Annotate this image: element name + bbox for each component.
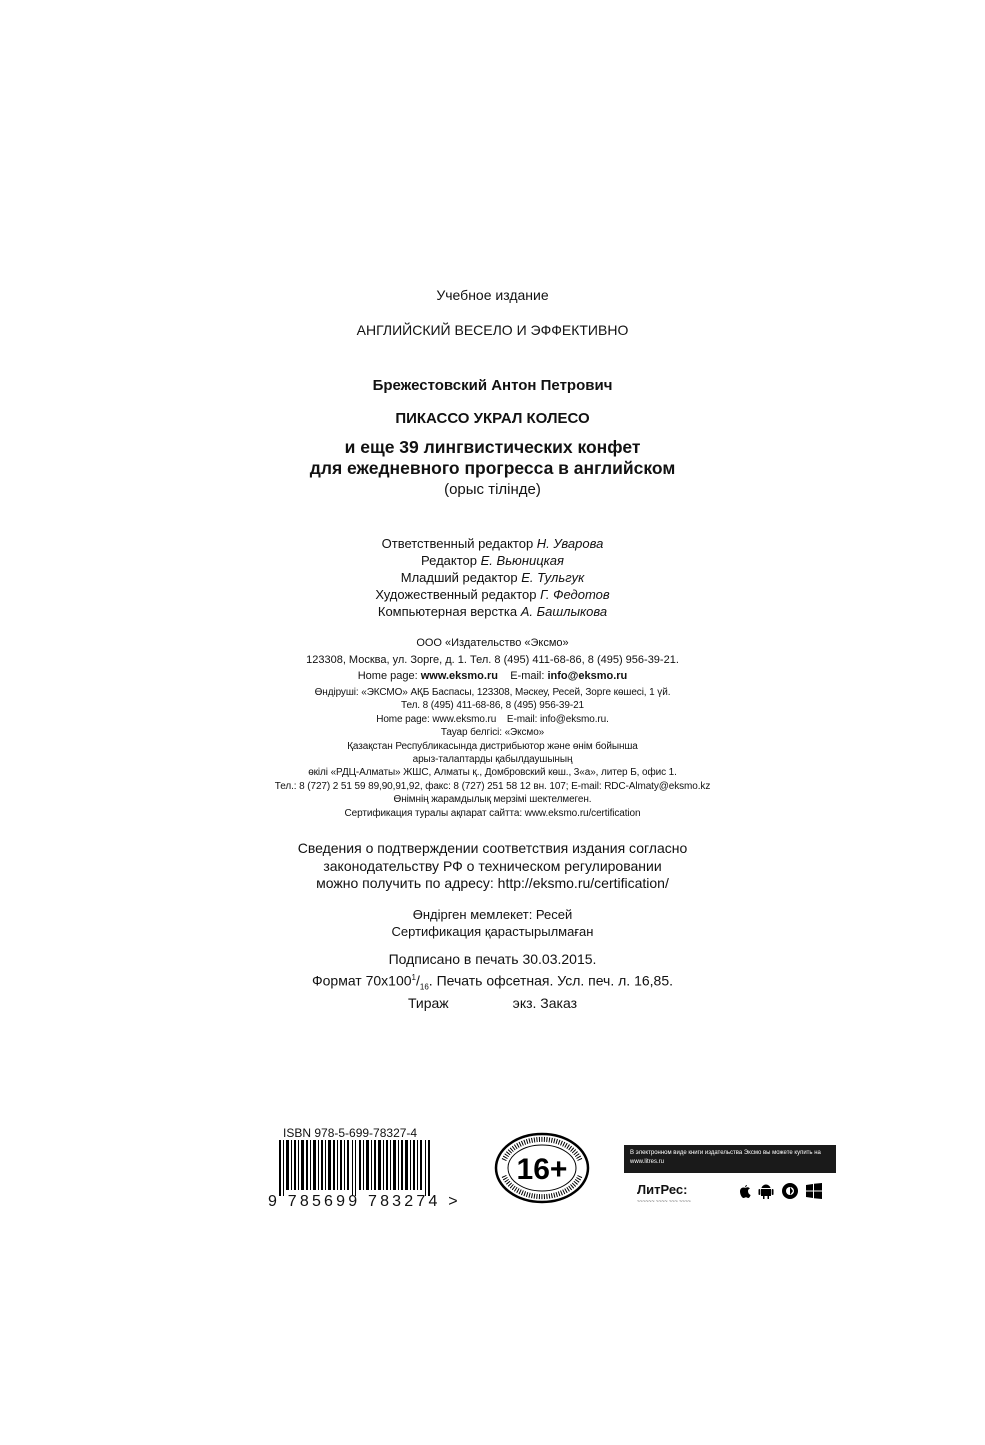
credit-role: Младший редактор (400, 570, 518, 585)
print-format: Формат $70x100^1/_{16}$. Печать офсетная. Усл. печ. л. 16,85. (311, 972, 673, 991)
print-info-block (0, 951, 985, 1013)
apple-icon (735, 1182, 753, 1200)
publisher-contacts (0, 667, 985, 684)
origin-block (0, 906, 985, 940)
litres-banner: В электронном виде книги издательства Эксмо вы можете купить на www.litres.ru (624, 1145, 836, 1173)
kazakh-line: Сертификация туралы ақпарат сайтта: www.eksmo.ru/certification (344, 807, 641, 819)
kazakh-info-block (0, 686, 985, 820)
publisher-address: 123308, Москва, ул. Зорге, д. 1. Тел. 8 (495) 411-68-86, 8 (495) 956-39-21. (306, 653, 679, 666)
credit-name: Г. Федотов (540, 587, 610, 602)
print-run (0, 995, 985, 1013)
credit-line (0, 603, 985, 620)
credit-name: Н. Уварова (536, 536, 604, 551)
kazakh-line: Тауар белгісі: «Эксмо» (440, 727, 545, 739)
credit-role: Компьютерная верстка (377, 604, 518, 619)
email-label: E-mail: (510, 670, 545, 682)
kazakh-line: Home page: www.eksmo.ru E-mail: info@eksmo.ru. (376, 713, 609, 725)
kazakh-line: Тел.: 8 (727) 2 51 59 89,90,91,92, факс: 8 (727) 251 58 12 вн. 107; E-mail: RDC-Almaty@eksmo.kz (274, 780, 711, 792)
book-subtitle-line2: для ежедневного прогресса в английском (309, 458, 676, 478)
run-label: Тираж (407, 995, 449, 1012)
kazakh-line: Тел. 8 (495) 411-68-86, 8 (495) 956-39-21 (401, 700, 584, 712)
origin-line: Сертификация қарастырылмаған (391, 924, 594, 939)
format-prefix: Формат 70x100 (311, 972, 412, 989)
origin-line: Өндірген мемлекет: Ресей (412, 907, 573, 922)
windows-icon (805, 1182, 823, 1200)
litres-logo: ЛитРес: (637, 1182, 688, 1197)
edition-type: Учебное издание (436, 287, 549, 303)
certification-line: можно получить по адресу: http://eksmo.ru/certification/ (316, 875, 669, 891)
kazakh-line: арыз-талаптарды қабылдаушының (412, 754, 573, 766)
certification-line: Сведения о подтверждении соответствия издания согласно (297, 840, 688, 856)
author-name: Брежестовский Антон Петрович (372, 377, 613, 394)
publisher-block (0, 637, 985, 684)
barcode-digits: 9 785699 783274 > (268, 1193, 461, 1210)
kazakh-line: өкілі «РДЦ-Алматы» ЖШС, Алматы қ., Домбровский көш., 3«а», литер Б, офис 1. (308, 767, 677, 779)
kazakh-line: Өндіруші: «ЭКСМО» АҚБ Баспасы, 123308, Мәскеу, Ресей, Зорге көшесі, 1 үй. (314, 687, 671, 698)
book-subtitle-line1: и еще 39 лингвистических конфет (344, 437, 641, 457)
isbn-barcode (279, 1140, 439, 1196)
homepage-label: Home page: (357, 670, 418, 682)
credit-line (0, 552, 985, 569)
credit-line (0, 535, 985, 552)
litres-tagline: ~~~~~~ ~~~~ ~~~ ~~~~ (637, 1199, 691, 1205)
format-denominator: 16 (419, 981, 429, 991)
credit-line (0, 586, 985, 603)
credit-role: Художественный редактор (375, 587, 537, 602)
credit-role: Редактор (421, 553, 478, 568)
kazakh-line: Өнімнің жарамдылық мерзімі шектелмеген. (393, 794, 592, 806)
credit-role: Ответственный редактор (381, 536, 534, 551)
certification-block (0, 840, 985, 893)
publisher-name: ООО «Издательство «Эксмо» (416, 637, 569, 649)
credit-name: А. Башлыкова (520, 604, 608, 619)
android-icon (757, 1182, 775, 1200)
book-title: ПИКАССО УКРАЛ КОЛЕСО (395, 410, 590, 427)
credits-block (0, 535, 985, 620)
email-link[interactable]: info@eksmo.ru (547, 670, 628, 682)
age-rating-value: 16+ (516, 1153, 568, 1186)
run-order: экз. Заказ (512, 995, 578, 1012)
credit-name: Е. Вьюницкая (480, 553, 564, 568)
format-suffix: . Печать офсетная. Усл. печ. л. 16,85. (428, 972, 673, 989)
language-note: (орыс тілінде) (444, 481, 541, 498)
isbn-label: ISBN 978-5-699-78327-4 (283, 1126, 418, 1140)
certification-line: законодательству РФ о техническом регулировании (323, 857, 662, 874)
firefox-icon (781, 1182, 799, 1200)
credit-line (0, 569, 985, 586)
kazakh-line: Қазақстан Республикасында дистрибьютор және өнім бойынша (347, 740, 638, 752)
series-title: АНГЛИЙСКИЙ ВЕСЕЛО И ЭФФЕКТИВНО (356, 322, 629, 338)
credit-name: Е. Тульгук (521, 570, 585, 585)
signed-date: Подписано в печать 30.03.2015. (388, 951, 597, 967)
format-numerator: 1 (411, 972, 416, 982)
homepage-link[interactable]: www.eksmo.ru (420, 670, 498, 682)
age-rating-badge (494, 1132, 590, 1204)
